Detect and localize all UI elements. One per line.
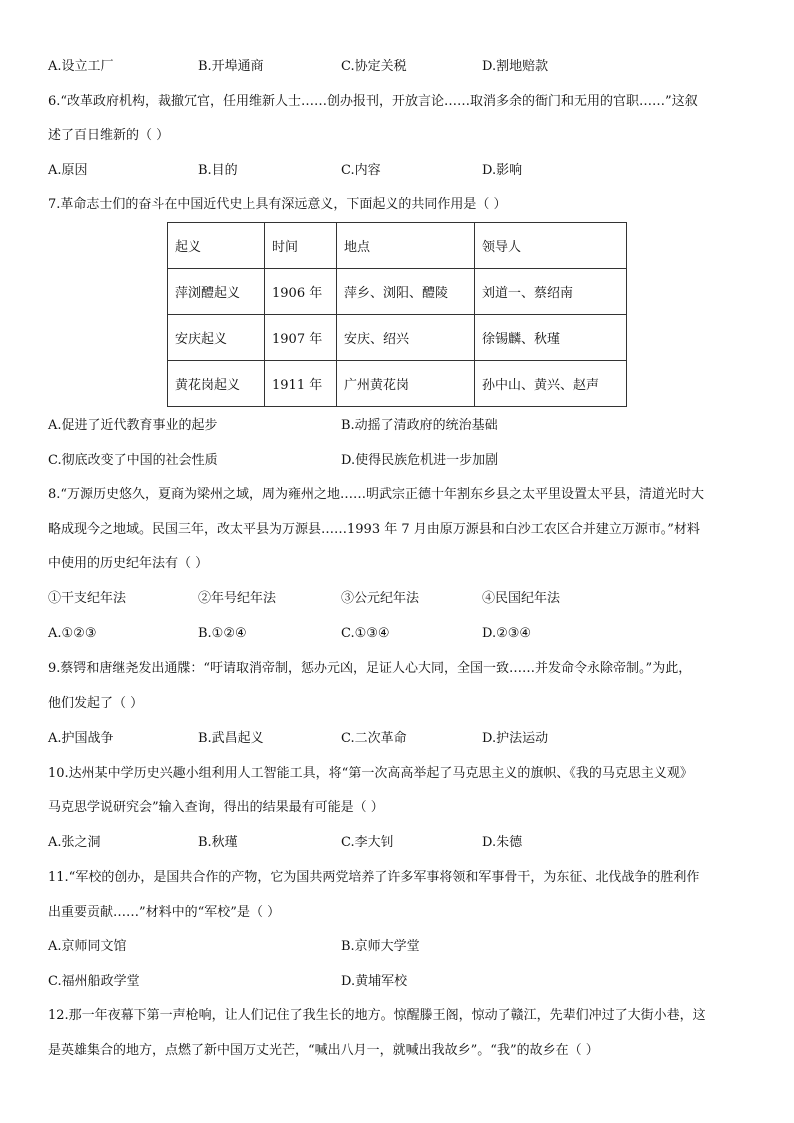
q8-stem-line-2: 略成现今之地域。民国三年，改太平县为万源县……1993 年 7 月由原万源县和白沙工农区合并建立万源市。”材料 xyxy=(48,522,700,537)
table-cell: 黄花岗起义 xyxy=(168,361,265,407)
q6-option-c: C.内容 xyxy=(341,163,381,178)
q7-option-d: D.使得民族危机进一步加剧 xyxy=(341,453,499,468)
q5-option-c: C.协定关税 xyxy=(341,59,407,74)
q6-option-a: A.原因 xyxy=(48,163,88,178)
q8-item-1: ①干支纪年法 xyxy=(48,591,127,606)
q8-item-3: ③公元纪年法 xyxy=(341,591,420,606)
q11-option-c: C.福州船政学堂 xyxy=(48,974,140,989)
q7-option-b: B.动摇了清政府的统治基础 xyxy=(341,418,498,433)
q5-option-b: B.开埠通商 xyxy=(198,59,264,74)
table-cell: 广州黄花岗 xyxy=(337,361,475,407)
table-cell: 萍乡、浏阳、醴陵 xyxy=(337,269,475,315)
q8-option-d: D.②③④ xyxy=(482,626,532,641)
q7-option-c: C.彻底改变了中国的社会性质 xyxy=(48,453,218,468)
table-cell: 刘道一、蔡绍南 xyxy=(475,269,627,315)
q5-option-a: A.设立工厂 xyxy=(48,59,114,74)
q9-stem-line-1: 9.蔡锷和唐继尧发出通牒：“吁请取消帝制，惩办元凶，足证人心大同，全国一致……并发命令永除帝制。”为此， xyxy=(48,661,692,676)
q10-option-d: D.朱德 xyxy=(482,835,523,850)
q10-stem-line-1: 10.达州某中学历史兴趣小组利用人工智能工具，将“第一次高高举起了马克思主义的旗帜、《我的马克思主义观》 xyxy=(48,766,693,781)
q9-option-b: B.武昌起义 xyxy=(198,731,264,746)
q8-option-a: A.①②③ xyxy=(48,626,97,641)
table-cell: 安庆、绍兴 xyxy=(337,315,475,361)
table-cell: 徐锡麟、秋瑾 xyxy=(475,315,627,361)
q8-option-c: C.①③④ xyxy=(341,626,390,641)
q6-option-b: B.目的 xyxy=(198,163,238,178)
q11-option-a: A.京师同文馆 xyxy=(48,939,127,954)
q6-option-d: D.影响 xyxy=(482,163,523,178)
q9-option-a: A.护国战争 xyxy=(48,731,114,746)
table-header-cell: 地点 xyxy=(337,223,475,269)
q10-option-b: B.秋瑾 xyxy=(198,835,238,850)
q6-stem-line-1: 6.“改革政府机构，裁撤冗官，任用维新人士……创办报刊，开放言论……取消多余的衙门和无用的官职……”这叙 xyxy=(48,94,698,109)
q8-stem-line-1: 8.“万源历史悠久，夏商为梁州之域，周为雍州之地……明武宗正德十年割东乡县之太平里设置太平县，清道光时大 xyxy=(48,487,705,502)
q10-option-c: C.李大钊 xyxy=(341,835,394,850)
table-row xyxy=(168,315,627,361)
table-row xyxy=(168,269,627,315)
q8-item-2: ②年号纪年法 xyxy=(198,591,277,606)
q8-stem-line-3: 中使用的历史纪年法有（ ） xyxy=(48,556,209,571)
q9-stem-line-2: 他们发起了（ ） xyxy=(48,696,144,711)
q9-option-c: C.二次革命 xyxy=(341,731,407,746)
q5-option-d: D.割地赔款 xyxy=(482,59,549,74)
table-cell: 孙中山、黄兴、赵声 xyxy=(475,361,627,407)
q12-stem-line-1: 12.那一年夜幕下第一声枪响，让人们记住了我生长的地方。惊醒滕王阁，惊动了赣江，先辈们冲过了大街小巷，这 xyxy=(48,1008,706,1023)
table-cell: 1906 年 xyxy=(265,269,337,315)
q11-option-b: B.京师大学堂 xyxy=(341,939,420,954)
q11-stem-line-2: 出重要贡献……”材料中的“军校”是（ ） xyxy=(48,905,281,920)
table-row xyxy=(168,361,627,407)
q11-option-d: D.黄埔军校 xyxy=(341,974,408,989)
q6-stem-line-2: 述了百日维新的（ ） xyxy=(48,128,170,143)
q9-option-d: D.护法运动 xyxy=(482,731,549,746)
table-header-cell: 领导人 xyxy=(475,223,627,269)
table-cell: 萍浏醴起义 xyxy=(168,269,265,315)
q8-item-4: ④民国纪年法 xyxy=(482,591,561,606)
table-cell: 1907 年 xyxy=(265,315,337,361)
uprisings-table xyxy=(167,222,627,407)
table-header-row xyxy=(168,223,627,269)
table-cell: 安庆起义 xyxy=(168,315,265,361)
q7-stem-line-1: 7.革命志士们的奋斗在中国近代史上具有深远意义，下面起义的共同作用是（ ） xyxy=(48,197,507,212)
table-header-cell: 起义 xyxy=(168,223,265,269)
q10-option-a: A.张之洞 xyxy=(48,835,101,850)
table-cell: 1911 年 xyxy=(265,361,337,407)
q12-stem-line-2: 是英雄集合的地方，点燃了新中国万丈光芒，“喊出八月一，就喊出我故乡”。“我”的故乡在（ ） xyxy=(48,1043,599,1058)
q10-stem-line-2: 马克思学说研究会”输入查询，得出的结果最有可能是（ ） xyxy=(48,800,384,815)
q11-stem-line-1: 11.“军校的创办，是国共合作的产物，它为国共两党培养了许多军事将领和军事骨干，为东征、北伐战争的胜利作 xyxy=(48,870,700,885)
table-header-cell: 时间 xyxy=(265,223,337,269)
q8-option-b: B.①②④ xyxy=(198,626,247,641)
q7-option-a: A.促进了近代教育事业的起步 xyxy=(48,418,218,433)
